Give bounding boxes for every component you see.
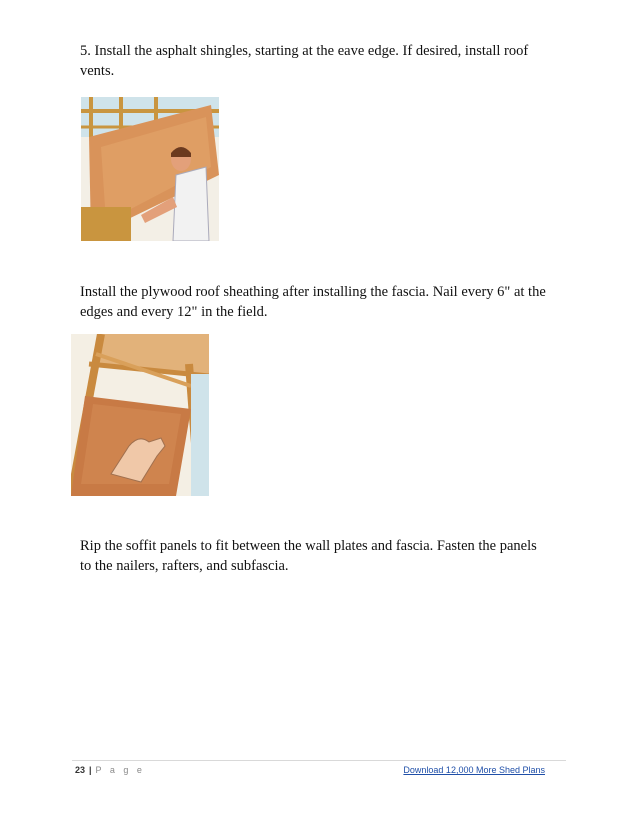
page-label: P a g e bbox=[95, 765, 145, 775]
footer-divider bbox=[72, 760, 566, 761]
soffit-paragraph: Rip the soffit panels to fit between the wall plates and fascia. Fasten the panels to the nailers, rafters, and subfascia. bbox=[80, 538, 537, 574]
page-footer bbox=[75, 765, 145, 775]
footer-separator: | bbox=[89, 765, 92, 775]
sheathing-illustration bbox=[71, 334, 209, 496]
step5-paragraph: 5. Install the asphalt shingles, starting at the eave edge. If desired, install roof vents. bbox=[80, 43, 529, 79]
download-plans-link[interactable]: Download 12,000 More Shed Plans bbox=[403, 765, 545, 775]
shingles-illustration bbox=[81, 97, 219, 241]
sheathing-paragraph: Install the plywood roof sheathing after installing the fascia. Nail every 6" at the edges and every 12" in the field. bbox=[80, 284, 546, 320]
page-number: 23 bbox=[75, 765, 86, 775]
